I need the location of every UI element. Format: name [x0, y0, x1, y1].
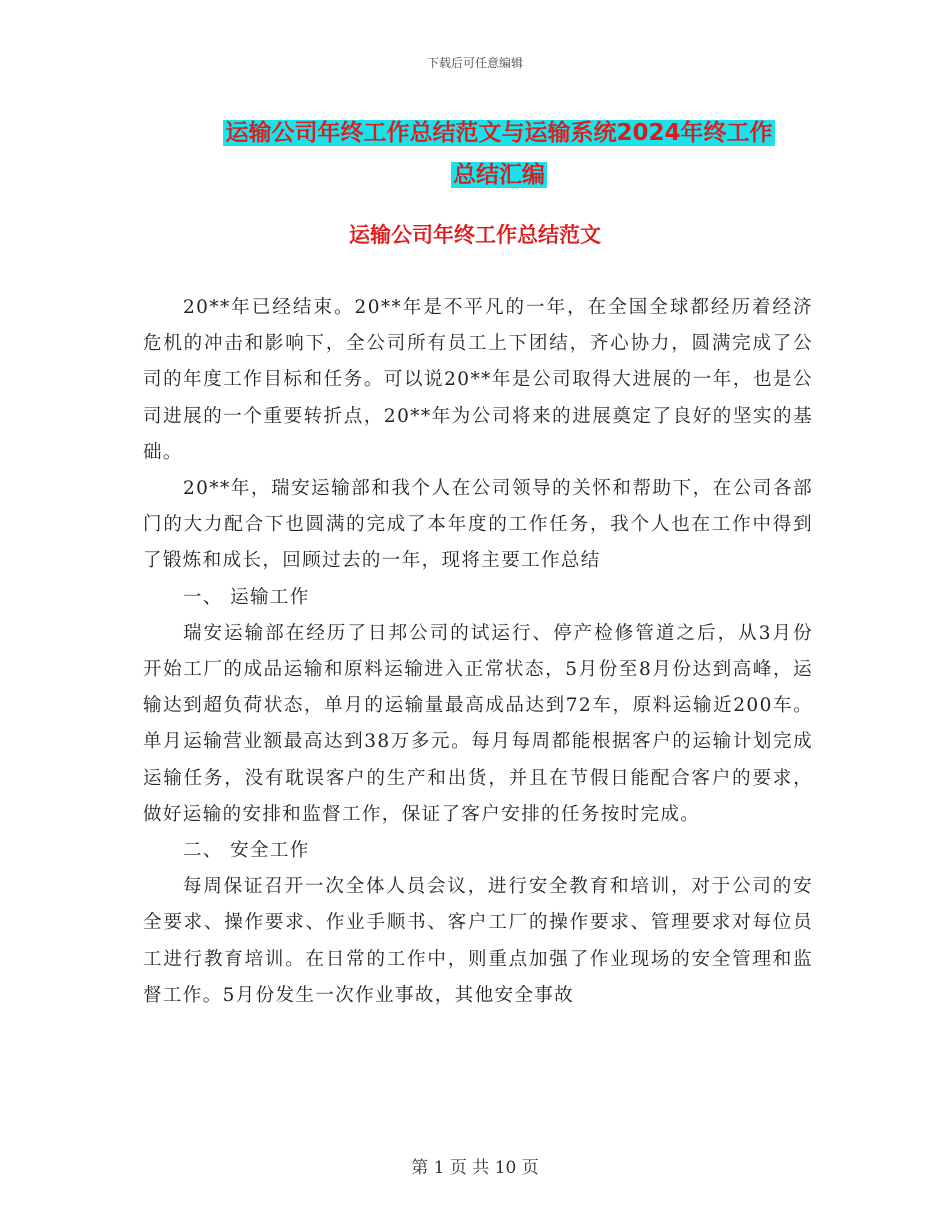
- document-body: [143, 290, 813, 1014]
- paragraph: 每周保证召开一次全体人员会议，进行安全教育和培训，对于公司的安全要求、操作要求、作业手顺书、客户工厂的操作要求、管理要求对每位员工进行教育培训。在日常的工作中，则重点加强了作业现场的安全管理和监督工作。5月份发生一次作业事故，其他安全事故: [143, 876, 813, 1006]
- document-title-line-2: 总结汇编: [453, 162, 545, 188]
- heading-safety-work: 二、 安全工作: [183, 840, 310, 862]
- page-number: 第 1 页 共 10 页: [411, 1158, 539, 1178]
- heading-transport-work: 一、 运输工作: [183, 586, 310, 608]
- paragraph: 瑞安运输部在经历了日邦公司的试运行、停产检修管道之后，从3月份开始工厂的成品运输和原料运输进入正常状态，5月份至8月份达到高峰，运输达到超负荷状态，单月的运输量最高成品达到72车，原料运输近200车。单月运输营业额最高达到38万多元。每月每周都能根据客户的运输计划完成运输任务，没有耽误客户的生产和出货，并且在节假日能配合客户的要求，做好运输的安排和监督工作，保证了客户安排的任务按时完成。: [143, 622, 813, 825]
- section-title: 运输公司年终工作总结范文: [349, 223, 601, 247]
- paragraph: 20**年已经结束。20**年是不平凡的一年，在全国全球都经历着经济危机的冲击和影响下，全公司所有员工上下团结，齐心协力，圆满完成了公司的年度工作目标和任务。可以说20**年是公司取得大进展的一年，也是公司进展的一个重要转折点，20**年为公司将来的进展奠定了良好的坚实的基础。: [143, 297, 813, 463]
- paragraph: 20**年，瑞安运输部和我个人在公司领导的关怀和帮助下，在公司各部门的大力配合下也圆满的完成了本年度的工作任务，我个人也在工作中得到了锻炼和成长，回顾过去的一年，现将主要工作总结: [143, 478, 813, 572]
- document-title-line-1: 运输公司年终工作总结范文与运输系统2024年终工作: [225, 120, 773, 146]
- document-title: [188, 112, 810, 196]
- page-header-note: 下载后可任意编辑: [426, 56, 523, 70]
